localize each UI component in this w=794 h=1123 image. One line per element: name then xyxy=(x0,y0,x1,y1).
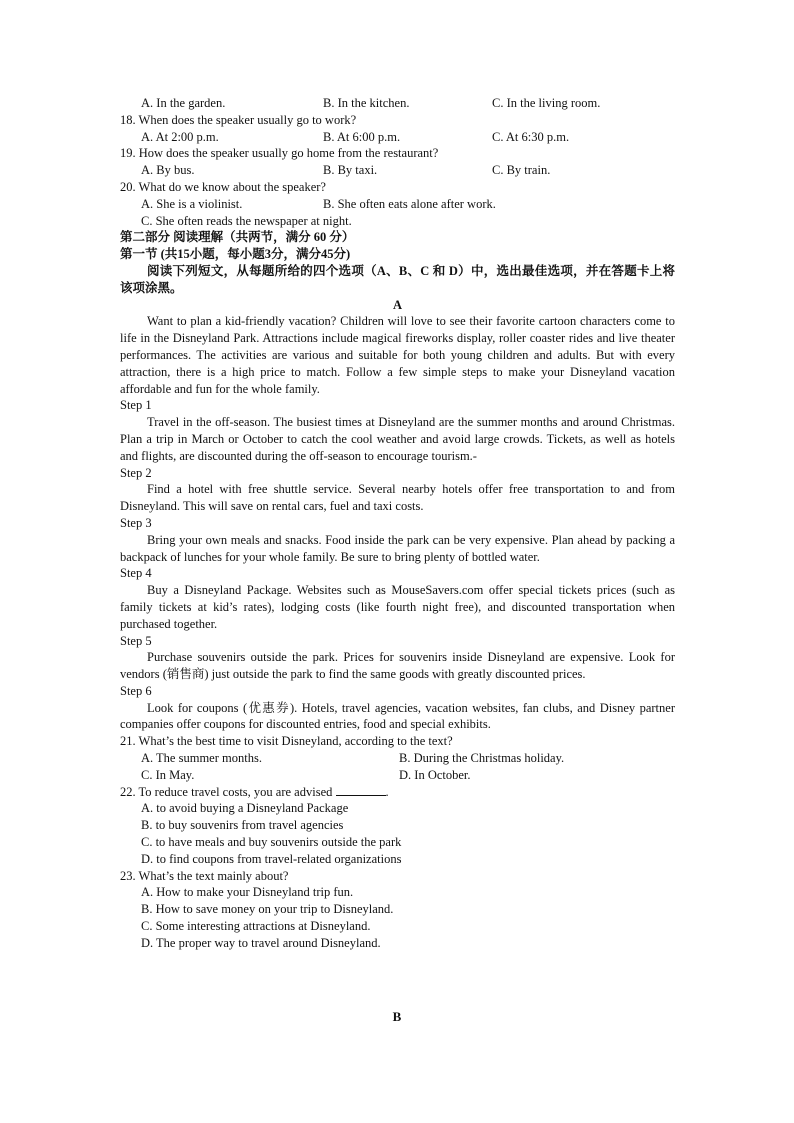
step-label: Step 3 xyxy=(120,515,152,530)
step-text: Buy a Disneyland Package. Websites such as MouseSavers.com offer special tickets prices (such as family tickets at kid’s rates), lodging costs (like fourth night free), and discounted transportation when purchased together. xyxy=(120,583,675,631)
step-label: Step 6 xyxy=(120,683,152,698)
exam-page xyxy=(120,95,675,952)
passage-a-intro: Want to plan a kid-friendly vacation? Children will love to see their favorite cartoon characters come to life in the Disneyland Park. Attractions include magical fireworks display, roller coaster rides and live theater performances. The activities are various and suitable for both young children and adults. But with every attraction, there is a high price to match. Follow a few simple steps to make your Disneyland vacation affordable and fun for the whole family. xyxy=(120,314,675,396)
q19-options xyxy=(120,162,675,179)
q18-stem: 18. When does the speaker usually go to work? xyxy=(120,112,357,127)
option-c: C. In May. xyxy=(141,767,195,782)
option-a: A. At 2:00 p.m. xyxy=(141,129,219,144)
option-b: B. At 6:00 p.m. xyxy=(323,129,401,144)
step-text: Find a hotel with free shuttle service. Several nearby hotels offer free transportation to and from Disneyland. This will save on rental cars, fuel and taxi costs. xyxy=(120,482,675,514)
step-label: Step 5 xyxy=(120,633,152,648)
option-b: B. By taxi. xyxy=(323,163,378,178)
q21-options-row2 xyxy=(120,767,675,784)
section1-heading: 第一节 (共15小题，每小题3分，满分45分) xyxy=(120,247,351,262)
passage-a-title: A xyxy=(392,297,403,312)
option-d: D. The proper way to travel around Disneyland. xyxy=(141,935,381,950)
option-a: A. to avoid buying a Disneyland Package xyxy=(141,801,349,816)
q17-options xyxy=(120,95,675,112)
option-b: B. During the Christmas holiday. xyxy=(399,751,565,766)
q18-options xyxy=(120,129,675,146)
option-a: A. By bus. xyxy=(141,163,195,178)
step-label: Step 1 xyxy=(120,398,152,413)
q20-stem: 20. What do we know about the speaker? xyxy=(120,179,326,194)
part2-heading: 第二部分 阅读理解（共两节，满分 60 分） xyxy=(120,230,355,245)
step-text: Bring your own meals and snacks. Food inside the park can be very expensive. Plan ahead by packing a backpack of lunches for your whole family. Be sure to bring plenty of bottled water. xyxy=(120,532,675,564)
option-c: C. By train. xyxy=(492,163,551,178)
passage-b-title: B xyxy=(392,1009,402,1024)
reading-instruction: 阅读下列短文，从每题所给的四个选项（A、B、C 和 D）中，选出最佳选项，并在答题卡上将该项涂黑。 xyxy=(120,263,675,295)
q23-stem: 23. What’s the text mainly about? xyxy=(120,868,289,883)
step-text: Purchase souvenirs outside the park. Prices for souvenirs inside Disneyland are expensive. Look for vendors (销售商) just outside the park to find the same goods with greatly discounted prices. xyxy=(120,650,675,682)
q21-options-row1 xyxy=(120,750,675,767)
option-b: B. to buy souvenirs from travel agencies xyxy=(141,818,344,833)
step-label: Step 4 xyxy=(120,566,152,581)
option-c: C. She often reads the newspaper at night. xyxy=(141,213,352,228)
q21-stem: 21. What’s the best time to visit Disneyland, according to the text? xyxy=(120,734,453,749)
q19-stem: 19. How does the speaker usually go home from the restaurant? xyxy=(120,146,439,161)
option-c: C. In the living room. xyxy=(492,96,601,110)
option-b: B. She often eats alone after work. xyxy=(323,196,496,211)
option-a: A. How to make your Disneyland trip fun. xyxy=(141,885,354,900)
option-d: D. In October. xyxy=(399,767,471,782)
option-d: D. to find coupons from travel-related organizations xyxy=(141,851,402,866)
option-a: A. The summer months. xyxy=(141,751,262,766)
option-b: B. In the kitchen. xyxy=(323,96,410,110)
option-c: C. At 6:30 p.m. xyxy=(492,129,570,144)
step-text: Look for coupons (优惠券). Hotels, travel agencies, vacation websites, fan clubs, and Disney partner companies offer coupons for discounted entries, food and special exhibits. xyxy=(120,700,675,732)
option-c: C. Some interesting attractions at Disneyland. xyxy=(141,919,371,934)
q22-stem: 22. To reduce travel costs, you are advised . xyxy=(120,784,389,799)
option-b: B. How to save money on your trip to Disneyland. xyxy=(141,902,394,917)
step-text: Travel in the off-season. The busiest times at Disneyland are the summer months and around Christmas. Plan a trip in March or October to catch the cool weather and avoid large crowds. Tickets, as well as hotels and flights, are discounted during the off-season to encourage tourism.- xyxy=(120,415,675,463)
option-a: A. She is a violinist. xyxy=(141,196,243,211)
step-label: Step 2 xyxy=(120,465,152,480)
q20-options-row1 xyxy=(120,196,675,213)
q22-stem-text: 22. To reduce travel costs, you are advised xyxy=(120,784,333,799)
option-a: A. In the garden. xyxy=(141,96,226,110)
option-c: C. to have meals and buy souvenirs outside the park xyxy=(141,835,402,850)
answer-blank xyxy=(336,784,386,796)
